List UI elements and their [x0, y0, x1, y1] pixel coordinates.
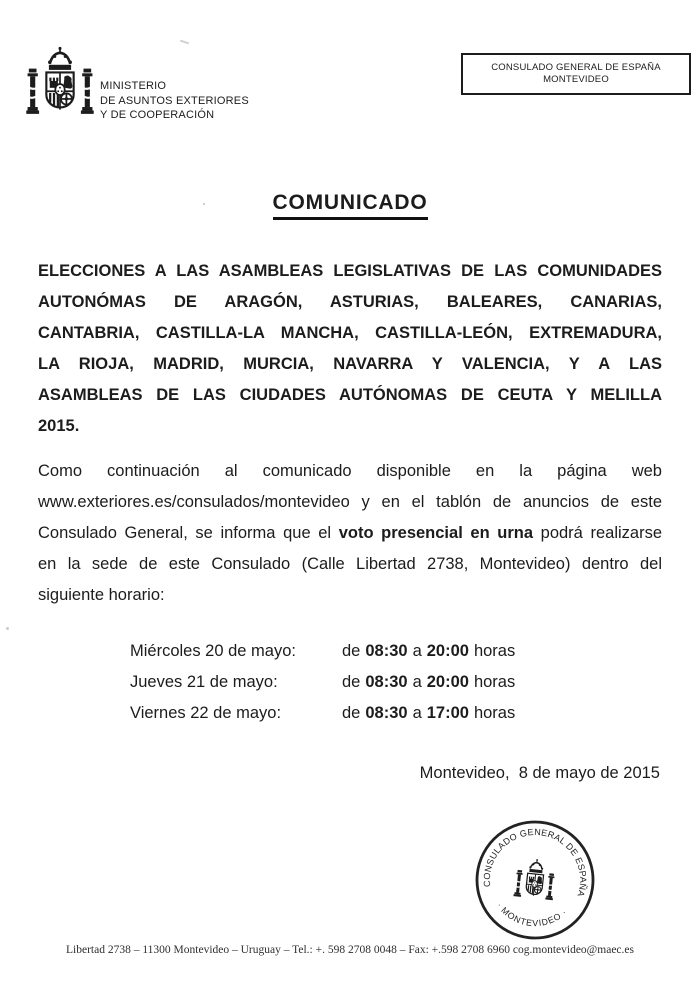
a-label: a [412, 704, 422, 722]
body-line: www.exteriores.es/consulados/montevideo y en el tablón de anuncios de este [38, 493, 662, 511]
horas-label: horas [473, 704, 516, 722]
body-paragraph [38, 456, 662, 611]
voting-schedule [0, 636, 700, 729]
end-time: 20:00 [426, 673, 469, 691]
announcement-line: ELECCIONES A LAS ASAMBLEAS LEGISLATIVAS DE LAS COMUNIDADES [38, 262, 662, 280]
scan-artifact [6, 627, 9, 630]
body-text: podrá realizarse [533, 524, 662, 542]
schedule-hours [342, 636, 515, 667]
stamp-bottom-text: · MONTEVIDEO · [494, 900, 569, 929]
announcement-line: LA RIOJA, MADRID, MURCIA, NAVARRA Y VALENCIA, Y A LAS [38, 355, 662, 373]
schedule-day: Miércoles 20 de mayo: [130, 642, 296, 660]
start-time: 08:30 [365, 642, 408, 660]
start-time: 08:30 [365, 704, 408, 722]
body-line: Como continuación al comunicado disponible en la página web [38, 462, 662, 480]
footer-contact-line [0, 944, 700, 956]
document-title-wrap [0, 191, 700, 220]
de-label: de [342, 704, 361, 722]
a-label: a [412, 642, 422, 660]
announcement-line: AUTONÓMAS DE ARAGÓN, ASTURIAS, BALEARES, CANARIAS, [38, 293, 662, 311]
consulate-header-box [461, 53, 691, 95]
body-line [38, 518, 662, 549]
footer-address: Libertad 2738 – 11300 Montevideo – Uruguay – Tel.: +. 598 2708 0048 – Fax: +.598 2708 6960 [66, 944, 513, 956]
announcement-line: CANTABRIA, CASTILLA-LA MANCHA, CASTILLA-LEÓN, EXTREMADURA, [38, 324, 662, 342]
consulate-stamp [460, 805, 610, 955]
announcement-line: 2015. [38, 417, 80, 435]
a-label: a [412, 673, 422, 691]
stamp-coat-of-arms-icon [513, 857, 556, 900]
schedule-day: Viernes 22 de mayo: [130, 704, 282, 722]
stamp-top-text: CONSULADO GENERAL DE ESPAÑA [481, 826, 589, 899]
de-label: de [342, 673, 361, 691]
voto-presencial-highlight: voto presencial en urna [338, 524, 534, 542]
end-time: 17:00 [426, 704, 469, 722]
ministry-line: MINISTERIO [100, 80, 167, 92]
svg-text:· MONTEVIDEO · [493, 900, 570, 932]
body-line: en la sede de este Consulado (Calle Libertad 2738, Montevideo) dentro del [38, 555, 662, 573]
schedule-row [0, 636, 700, 667]
footer-email: cog.montevideo@maec.es [512, 944, 634, 956]
ministry-line: Y DE COOPERACIÓN [100, 109, 215, 121]
body-text: Consulado General, se informa que el [38, 524, 339, 542]
schedule-hours [342, 698, 515, 729]
schedule-day: Jueves 21 de mayo: [130, 673, 278, 691]
ministry-name [100, 79, 249, 123]
de-label: de [342, 642, 361, 660]
start-time: 08:30 [365, 673, 408, 691]
horas-label: horas [473, 642, 516, 660]
place-date-line: Montevideo, 8 de mayo de 2015 [419, 764, 660, 782]
scan-artifact [180, 40, 189, 45]
elections-announcement [38, 256, 662, 442]
scan-artifact [203, 203, 205, 205]
schedule-row [0, 698, 700, 729]
schedule-row [0, 667, 700, 698]
document-title: COMUNICADO [273, 191, 428, 220]
spain-coat-of-arms-logo [18, 46, 102, 116]
horas-label: horas [473, 673, 516, 691]
body-line: siguiente horario: [38, 586, 165, 604]
schedule-hours [342, 667, 515, 698]
announcement-line: ASAMBLEAS DE LAS CIUDADES AUTÓNOMAS DE CEUTA Y MELILLA [38, 386, 662, 404]
consulate-name: CONSULADO GENERAL DE ESPAÑA [491, 62, 661, 73]
consulate-city: MONTEVIDEO [543, 74, 609, 85]
end-time: 20:00 [426, 642, 469, 660]
ministry-line: DE ASUNTOS EXTERIORES [100, 94, 249, 107]
